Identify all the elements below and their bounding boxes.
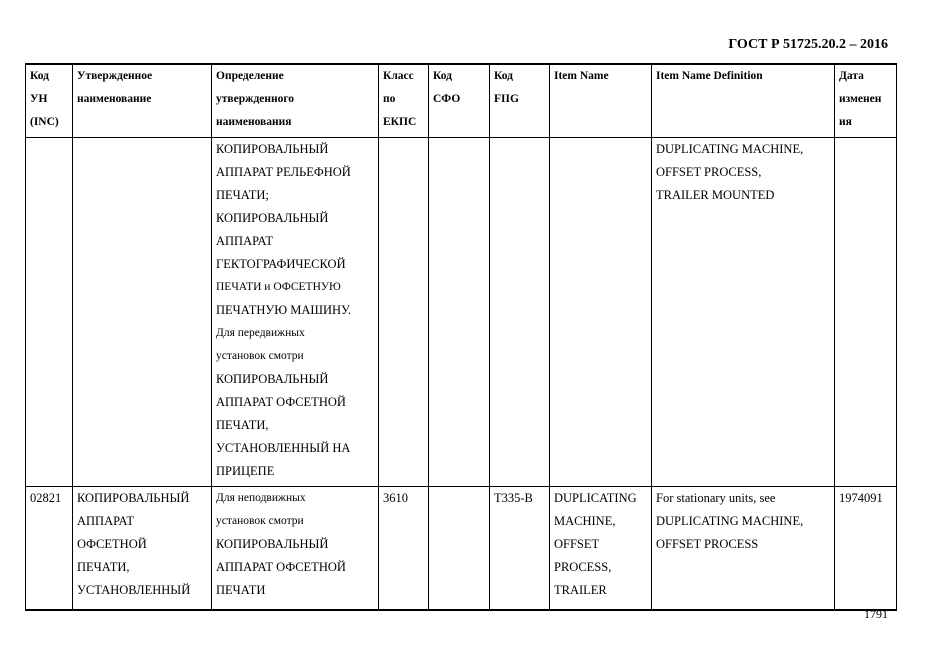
cell-text-line: КОПИРОВАЛЬНЫЙ [216,142,329,156]
cell-text-line: АППАРАТ [216,234,274,248]
header-cell-col-1 [26,64,73,138]
cell-text-line: ПЕЧАТИ, [77,560,130,574]
cell-text-line: установок смотри [216,350,304,362]
cell-text-line: ОФСЕТНОЙ [77,537,147,551]
cell-text-line: 1974091 [839,491,883,505]
cell-text-line: OFFSET PROCESS, [656,165,762,179]
cell-text-line: (INC) [30,116,59,128]
cell-text-line: по [383,93,396,105]
header-cell-col-4 [379,64,429,138]
row-1-cell-col-2 [73,138,212,487]
row-1-cell-col-3 [212,138,379,487]
cell-text-line: DUPLICATING MACHINE, [656,142,804,156]
cell-text-line: КОПИРОВАЛЬНЫЙ [216,537,329,551]
cell-text-line: Код [433,70,453,82]
cell-text-line: ПЕЧАТИ и ОФСЕТНУЮ [216,281,341,293]
row-2-cell-col-5 [429,487,490,611]
page-number: 1791 [864,607,888,621]
table-header-row [26,64,897,138]
cell-text-line: КОПИРОВАЛЬНЫЙ [77,491,190,505]
cell-text-line: Item Name Definition [656,70,763,82]
cell-text-line: наименования [216,116,292,128]
cell-text-line: наименование [77,93,152,105]
row-1-cell-col-7 [550,138,652,487]
row-2-cell-col-7 [550,487,652,611]
row-2-cell-col-4 [379,487,429,611]
cell-text-line: АППАРАТ [77,514,135,528]
row-2-cell-col-2 [73,487,212,611]
header-cell-col-7 [550,64,652,138]
cell-text-line: установок смотри [216,515,304,527]
cell-text-line: Дата [839,70,864,82]
row-1-cell-col-6 [490,138,550,487]
cell-text-line: КОПИРОВАЛЬНЫЙ [216,211,329,225]
cell-text-line: Код [494,70,514,82]
row-1-cell-col-9 [835,138,897,487]
cell-text-line: Для неподвижных [216,492,306,504]
item-name-table [25,63,897,611]
cell-text-line: OFFSET [554,537,600,551]
cell-text-line: FIIG [494,93,519,105]
cell-text-line: Определение [216,70,284,82]
cell-text-line: Класс [383,70,414,82]
row-1-cell-col-5 [429,138,490,487]
header-cell-col-8 [652,64,835,138]
row-2-cell-col-1 [26,487,73,611]
cell-text-line: ия [839,116,852,128]
cell-text-line: ПЕЧАТИ, [216,418,269,432]
cell-text-line: 3610 [383,491,408,505]
row-2-cell-col-3 [212,487,379,611]
cell-text-line: АППАРАТ РЕЛЬЕФНОЙ [216,165,351,179]
cell-text-line: Item Name [554,70,609,82]
cell-text-line: ПЕЧАТНУЮ МАШИНУ. [216,303,351,317]
cell-text-line: PROCESS, [554,560,612,574]
cell-text-line: ЕКПС [383,116,417,128]
cell-text-line: АППАРАТ ОФСЕТНОЙ [216,395,346,409]
cell-text-line: УСТАНОВЛЕННЫЙ [77,583,191,597]
header-cell-col-9 [835,64,897,138]
cell-text-line: DUPLICATING MACHINE, [656,514,804,528]
cell-text-line: КОПИРОВАЛЬНЫЙ [216,372,329,386]
cell-text-line: T335-B [494,491,533,505]
cell-text-line: TRAILER [554,583,607,597]
cell-text-line: MACHINE, [554,514,616,528]
cell-text-line: Утвержденное [77,70,153,82]
cell-text-line: ПРИЦЕПЕ [216,464,275,478]
row-2-cell-col-8 [652,487,835,611]
cell-text-line: изменен [839,93,882,105]
cell-text-line: OFFSET PROCESS [656,537,759,551]
row-2-cell-col-6 [490,487,550,611]
row-1-cell-col-4 [379,138,429,487]
cell-text-line: утвержденного [216,93,295,105]
cell-text-line: Код [30,70,50,82]
header-cell-col-6 [490,64,550,138]
cell-text-line: ПЕЧАТИ; [216,188,269,202]
header-cell-col-3 [212,64,379,138]
cell-text-line: TRAILER MOUNTED [656,188,775,202]
cell-text-line: DUPLICATING [554,491,637,505]
cell-text-line: Для передвижных [216,327,305,339]
cell-text-line: 02821 [30,491,62,505]
cell-text-line: ГЕКТОГРАФИЧЕСКОЙ [216,257,346,271]
row-1-cell-col-8 [652,138,835,487]
cell-text-line: СФО [433,93,461,105]
row-2-cell-col-9 [835,487,897,611]
cell-text-line: УСТАНОВЛЕННЫЙ НА [216,441,351,455]
cell-text-line: ПЕЧАТИ [216,583,266,597]
header-cell-col-2 [73,64,212,138]
cell-text-line: УН [30,93,48,105]
table-row [26,138,897,487]
cell-text-line: АППАРАТ ОФСЕТНОЙ [216,560,346,574]
row-1-cell-col-1 [26,138,73,487]
table-row [26,487,897,611]
document-title: ГОСТ Р 51725.20.2 – 2016 [728,37,888,52]
header-cell-col-5 [429,64,490,138]
cell-text-line: For stationary units, see [656,491,776,505]
